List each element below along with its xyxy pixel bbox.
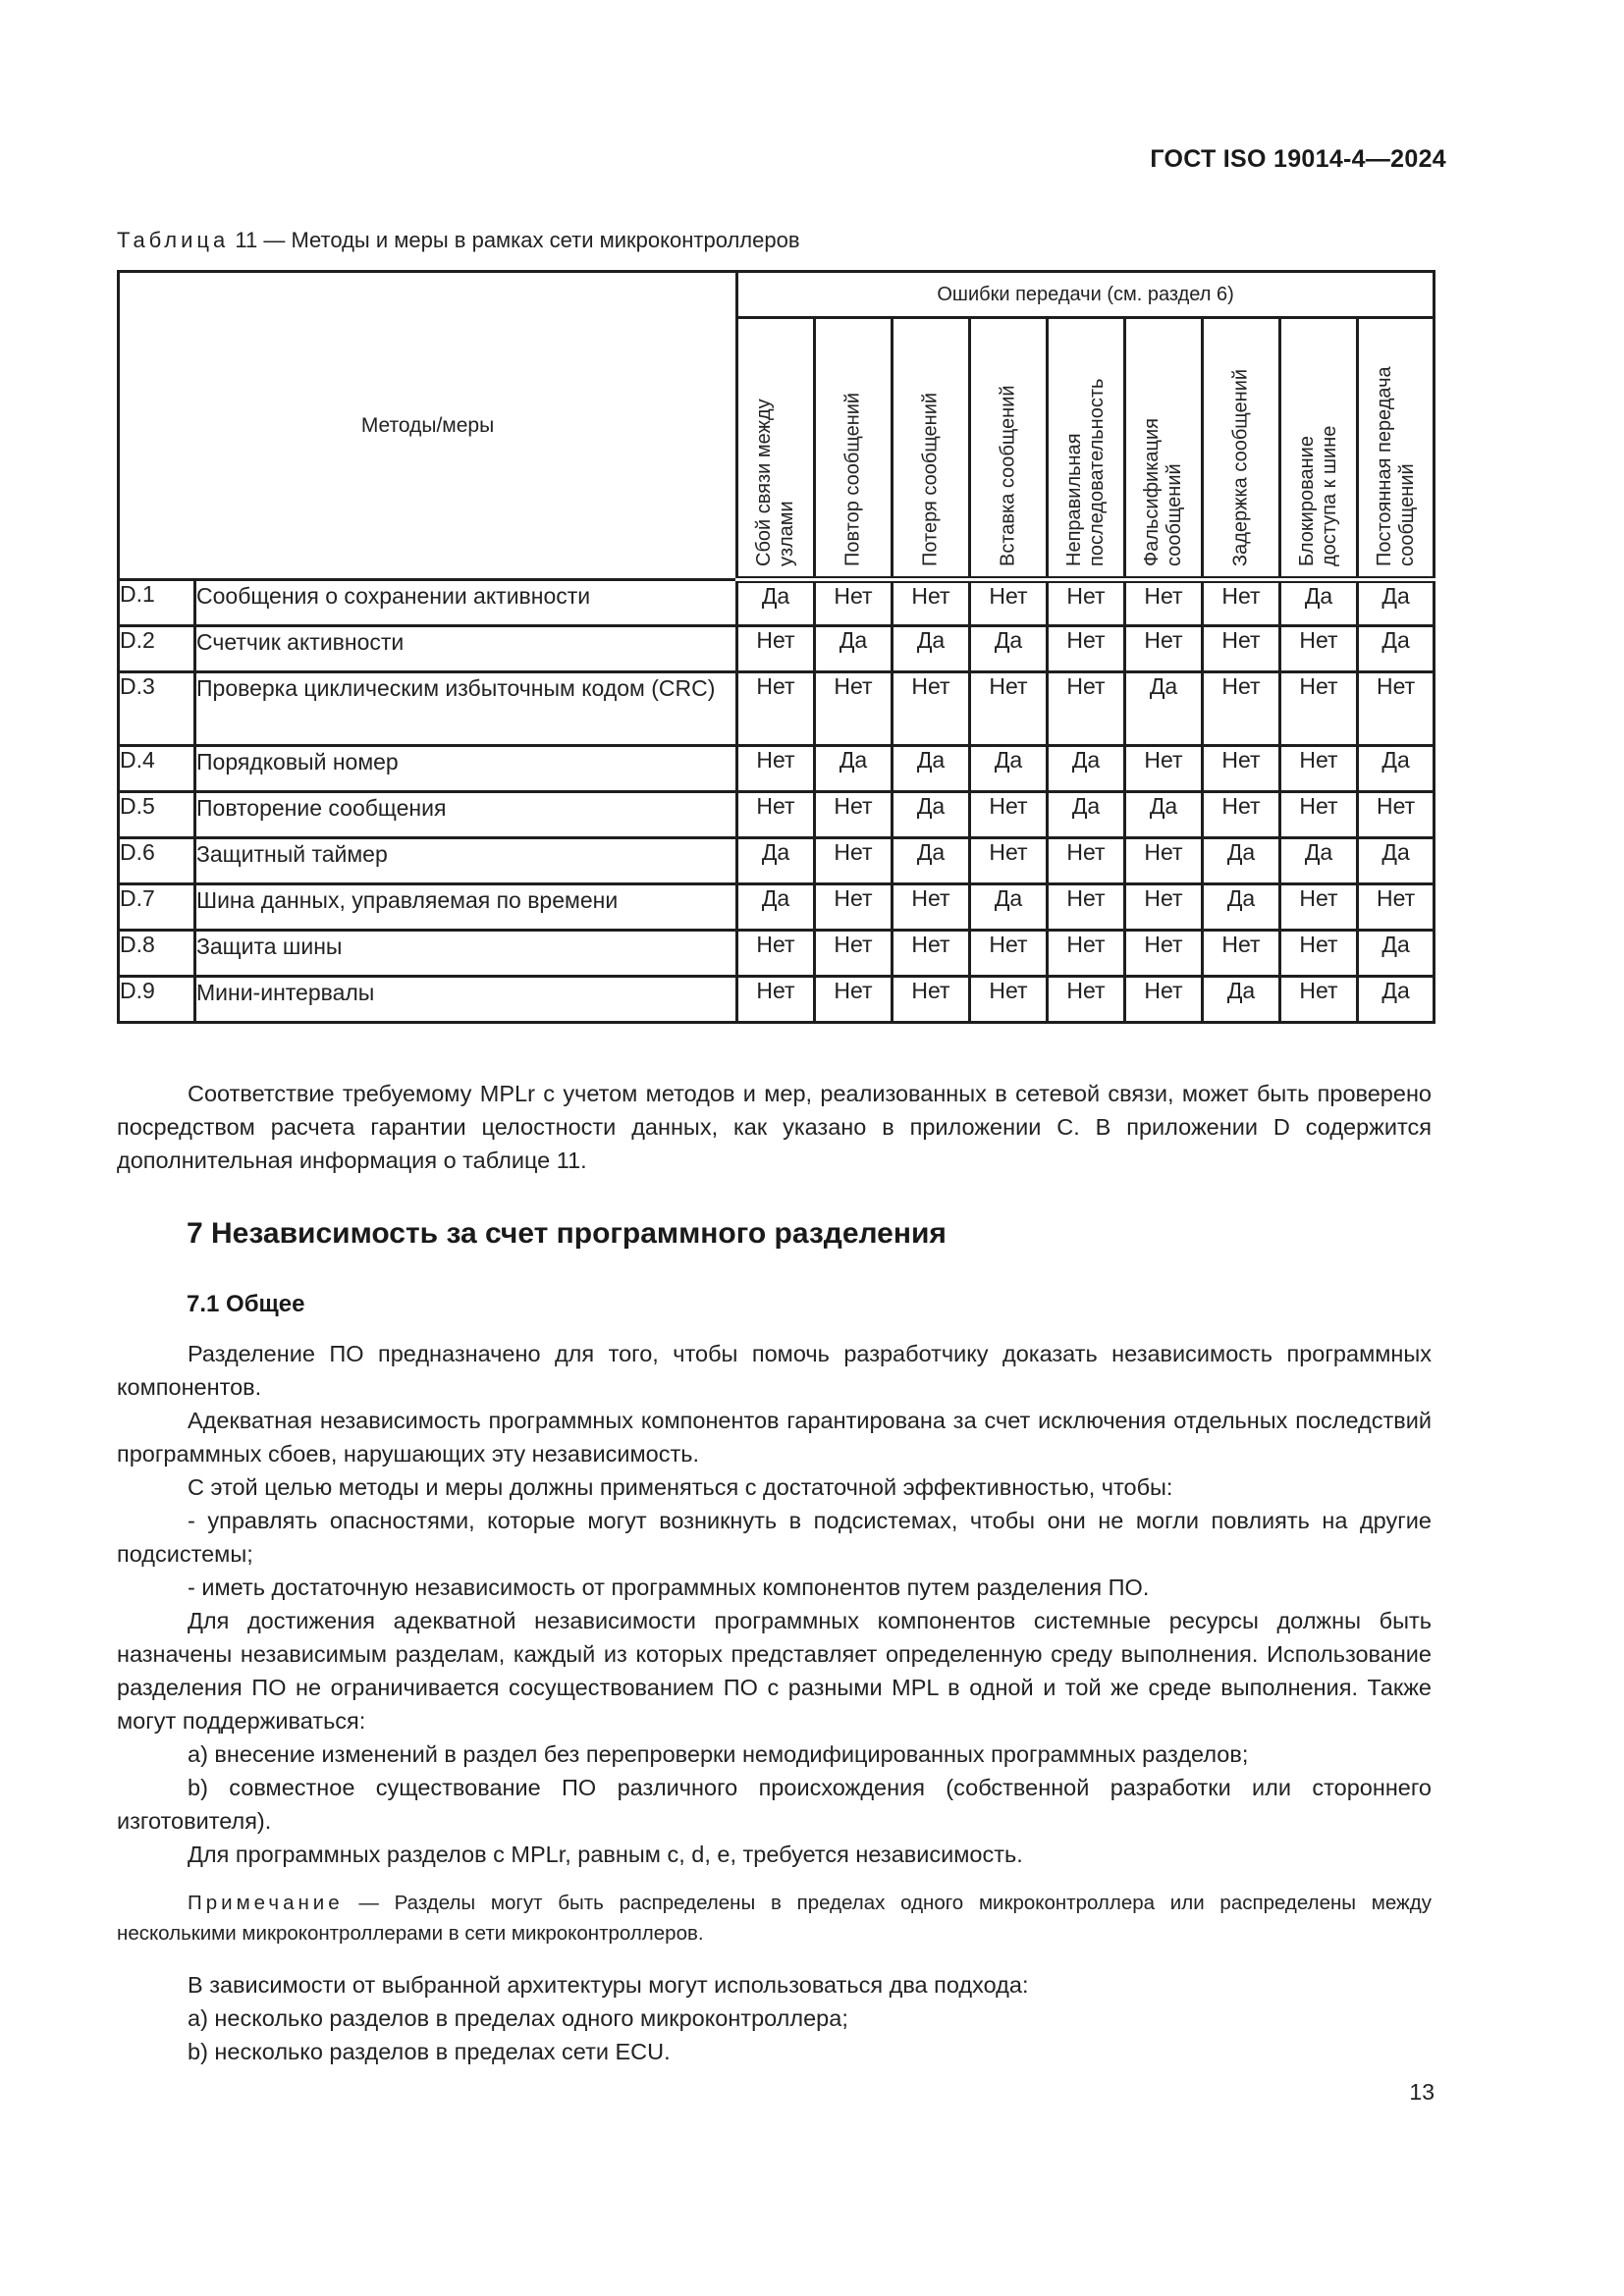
value-cell: Нет — [815, 792, 893, 838]
list-item-b: b) совместное существование ПО различного происхождения (собственной разработки или стороннего изготовителя). — [117, 1775, 1432, 1834]
value-cell: Нет — [1125, 580, 1203, 626]
column-header-label — [998, 385, 1020, 566]
value-cell: Нет — [1048, 931, 1125, 977]
value-cell: Да — [815, 746, 893, 792]
table-row — [119, 672, 1435, 746]
table-row — [119, 838, 1435, 884]
value-cell: Да — [1358, 626, 1435, 672]
value-cell: Нет — [815, 580, 893, 626]
value-cell: Нет — [1280, 792, 1358, 838]
value-cell: Нет — [893, 580, 970, 626]
value-cell: Нет — [815, 838, 893, 884]
column-header — [815, 318, 893, 580]
value-cell: Нет — [970, 580, 1048, 626]
value-cell: Да — [737, 884, 815, 931]
table-row — [119, 580, 1435, 626]
table-caption-label: Таблица — [117, 228, 230, 252]
value-cell: Да — [1358, 931, 1435, 977]
method-id: D.3 — [119, 672, 195, 746]
value-cell: Да — [893, 792, 970, 838]
value-cell: Да — [970, 884, 1048, 931]
table-row — [119, 884, 1435, 931]
value-cell: Нет — [1125, 931, 1203, 977]
paragraph-conformance: Соответствие требуемому MPLr с учетом методов и мер, реализованных в сетевой связи, может быть проверено посредством расчета гарантии целостности данных, как указано в приложении С. В приложении D содержится дополнительная информация о таблице 11. — [117, 1081, 1432, 1173]
method-id: D.9 — [119, 977, 195, 1023]
column-header — [1358, 318, 1435, 580]
method-name: Шина данных, управляемая по времени — [195, 884, 737, 931]
value-cell: Нет — [1048, 884, 1125, 931]
table-row — [119, 931, 1435, 977]
value-cell: Нет — [1125, 626, 1203, 672]
column-header-line: Потеря сообщений — [919, 392, 942, 566]
value-cell: Нет — [1048, 838, 1125, 884]
methods-header: Методы/меры — [119, 272, 737, 580]
paragraph-2: Адекватная независимость программных компонентов гарантирована за счет исключения отдельных последствий программных сбоев, нарушающих эту независимость. — [117, 1408, 1432, 1467]
column-header-line: Вставка сообщений — [997, 385, 1019, 566]
list-item-hazards: - управлять опасностями, которые могут возникнуть в подсистемах, чтобы они не могли повлиять на другие подсистемы; — [117, 1508, 1432, 1567]
method-name: Мини-интервалы — [195, 977, 737, 1023]
value-cell: Нет — [970, 838, 1048, 884]
value-cell: Нет — [815, 884, 893, 931]
value-cell: Да — [1358, 977, 1435, 1023]
method-id: D.2 — [119, 626, 195, 672]
section-heading: 7 Независимость за счет программного разделения — [187, 1217, 947, 1250]
value-cell: Нет — [1203, 672, 1280, 746]
column-header-label — [1374, 366, 1419, 566]
column-header-line: сообщений — [1395, 463, 1418, 566]
value-cell: Нет — [970, 672, 1048, 746]
value-cell: Да — [1203, 884, 1280, 931]
value-cell: Да — [970, 746, 1048, 792]
table-row — [119, 792, 1435, 838]
value-cell: Нет — [1048, 580, 1125, 626]
value-cell: Да — [1203, 838, 1280, 884]
value-cell: Да — [1125, 792, 1203, 838]
value-cell: Да — [815, 626, 893, 672]
value-cell: Нет — [1280, 977, 1358, 1023]
value-cell: Да — [1358, 746, 1435, 792]
value-cell: Нет — [970, 931, 1048, 977]
note-text: — Разделы могут быть распределены в пределах одного микроконтроллера или распределены между несколькими микроконтроллерами в сети микроконтроллеров. — [117, 1892, 1432, 1945]
method-name: Счетчик активности — [195, 626, 737, 672]
value-cell: Нет — [1280, 884, 1358, 931]
method-name: Защитный таймер — [195, 838, 737, 884]
approach-b: b) несколько разделов в пределах сети ECU. — [188, 2039, 671, 2064]
document-code: ГОСТ ISO 19014-4—2024 — [1150, 145, 1446, 173]
value-cell: Да — [1048, 792, 1125, 838]
value-cell: Нет — [1048, 672, 1125, 746]
column-header — [1048, 318, 1125, 580]
paragraph-1: Разделение ПО предназначено для того, чтобы помочь разработчику доказать независимость программных компонентов. — [117, 1341, 1432, 1400]
table-row — [119, 746, 1435, 792]
column-header-line: сообщений — [1164, 463, 1186, 566]
value-cell: Нет — [1125, 977, 1203, 1023]
column-header-line: Постоянная передача — [1373, 366, 1395, 566]
note-label: Примечание — [188, 1892, 344, 1914]
paragraph-approaches: В зависимости от выбранной архитектуры могут использоваться два подхода: — [188, 1972, 1029, 1998]
value-cell: Да — [737, 580, 815, 626]
column-header-line: Фальсификация — [1141, 418, 1164, 566]
value-cell: Нет — [1125, 884, 1203, 931]
value-cell: Нет — [1280, 746, 1358, 792]
value-cell: Да — [893, 746, 970, 792]
value-cell: Нет — [737, 792, 815, 838]
column-header-line: последовательность — [1086, 378, 1109, 566]
value-cell: Нет — [815, 931, 893, 977]
column-header-line: Блокирование — [1296, 436, 1319, 566]
value-cell: Нет — [893, 977, 970, 1023]
value-cell: Нет — [970, 792, 1048, 838]
paragraph-resources: Для достижения адекватной независимости программных компонентов системные ресурсы должны быть назначены независимым разделам, каждый из которых представляет определенную среду выполнения. Использование разделения ПО не ограничивается сосуществованием ПО с разными MPL в одной и той же среде выполнения. Также могут поддерживаться: — [117, 1608, 1432, 1734]
method-name: Сообщения о сохранении активности — [195, 580, 737, 626]
table-row — [119, 977, 1435, 1023]
column-header-line: Неправильная — [1063, 433, 1086, 566]
table-caption-text: 11 — Методы и меры в рамках сети микроконтроллеров — [229, 228, 800, 252]
value-cell: Да — [893, 626, 970, 672]
table-caption — [117, 228, 800, 253]
method-id: D.8 — [119, 931, 195, 977]
column-header-line: Повтор сообщений — [841, 392, 864, 566]
method-id: D.1 — [119, 580, 195, 626]
value-cell: Нет — [1203, 580, 1280, 626]
column-header — [737, 318, 815, 580]
note — [117, 1888, 1432, 1949]
value-cell: Нет — [1125, 746, 1203, 792]
value-cell: Нет — [1203, 792, 1280, 838]
column-header-label — [1230, 369, 1253, 566]
value-cell: Нет — [737, 746, 815, 792]
value-cell: Да — [1048, 746, 1125, 792]
value-cell: Да — [1280, 838, 1358, 884]
value-cell: Нет — [1280, 931, 1358, 977]
value-cell: Да — [1203, 977, 1280, 1023]
column-header-line: доступа к шине — [1319, 425, 1341, 566]
column-header-label — [920, 393, 943, 566]
column-header — [970, 318, 1048, 580]
column-header-label — [753, 399, 798, 566]
method-id: D.7 — [119, 884, 195, 931]
column-header — [893, 318, 970, 580]
value-cell: Нет — [893, 884, 970, 931]
value-cell: Нет — [1048, 977, 1125, 1023]
table-row — [119, 626, 1435, 672]
method-id: D.4 — [119, 746, 195, 792]
column-header-line: Сбой связи между — [753, 399, 776, 566]
value-cell: Да — [1358, 838, 1435, 884]
list-item-a: a) внесение изменений в раздел без перепроверки немодифицированных программных разделов; — [188, 1741, 1249, 1767]
value-cell: Нет — [1280, 672, 1358, 746]
methods-table — [117, 270, 1435, 1024]
value-cell: Нет — [1125, 838, 1203, 884]
value-cell: Нет — [893, 672, 970, 746]
value-cell: Да — [1280, 580, 1358, 626]
value-cell: Нет — [1358, 672, 1435, 746]
value-cell: Нет — [815, 977, 893, 1023]
column-header-line: узлами — [776, 501, 798, 566]
column-header-label — [842, 393, 865, 566]
method-id: D.6 — [119, 838, 195, 884]
value-cell: Нет — [970, 977, 1048, 1023]
value-cell: Нет — [1203, 931, 1280, 977]
paragraph-mplr: Для программных разделов с MPLr, равным c, d, e, требуется независимость. — [188, 1842, 1023, 1867]
value-cell: Нет — [815, 672, 893, 746]
value-cell: Нет — [1203, 746, 1280, 792]
list-item-independence: - иметь достаточную независимость от программных компонентов путем разделения ПО. — [188, 1575, 1150, 1600]
value-cell: Нет — [737, 977, 815, 1023]
method-name: Повторение сообщения — [195, 792, 737, 838]
column-header-label — [1296, 426, 1341, 566]
method-name: Порядковый номер — [195, 746, 737, 792]
column-header-label — [1141, 418, 1186, 566]
value-cell: Нет — [737, 931, 815, 977]
value-cell: Нет — [737, 626, 815, 672]
value-cell: Да — [970, 626, 1048, 672]
column-header — [1280, 318, 1358, 580]
value-cell: Нет — [1203, 626, 1280, 672]
method-id: D.5 — [119, 792, 195, 838]
column-header — [1125, 318, 1203, 580]
value-cell: Да — [1125, 672, 1203, 746]
column-header — [1203, 318, 1280, 580]
subsection-heading: 7.1 Общее — [187, 1291, 305, 1317]
column-header-line: Задержка сообщений — [1229, 368, 1252, 566]
method-name: Защита шины — [195, 931, 737, 977]
approach-a: a) несколько разделов в пределах одного микроконтроллера; — [188, 2005, 848, 2031]
column-header-label — [1063, 379, 1109, 566]
page-number: 13 — [1409, 2079, 1435, 2105]
value-cell: Нет — [737, 672, 815, 746]
transmission-errors-header: Ошибки передачи (см. раздел 6) — [737, 272, 1435, 318]
value-cell: Нет — [1048, 626, 1125, 672]
value-cell: Нет — [1358, 884, 1435, 931]
paragraph-3: С этой целью методы и меры должны применяться с достаточной эффективностью, чтобы: — [188, 1474, 1173, 1500]
value-cell: Да — [1358, 580, 1435, 626]
value-cell: Да — [737, 838, 815, 884]
value-cell: Нет — [1280, 626, 1358, 672]
value-cell: Нет — [1358, 792, 1435, 838]
value-cell: Да — [893, 838, 970, 884]
method-name: Проверка циклическим избыточным кодом (CRC) — [195, 672, 737, 746]
value-cell: Нет — [893, 931, 970, 977]
